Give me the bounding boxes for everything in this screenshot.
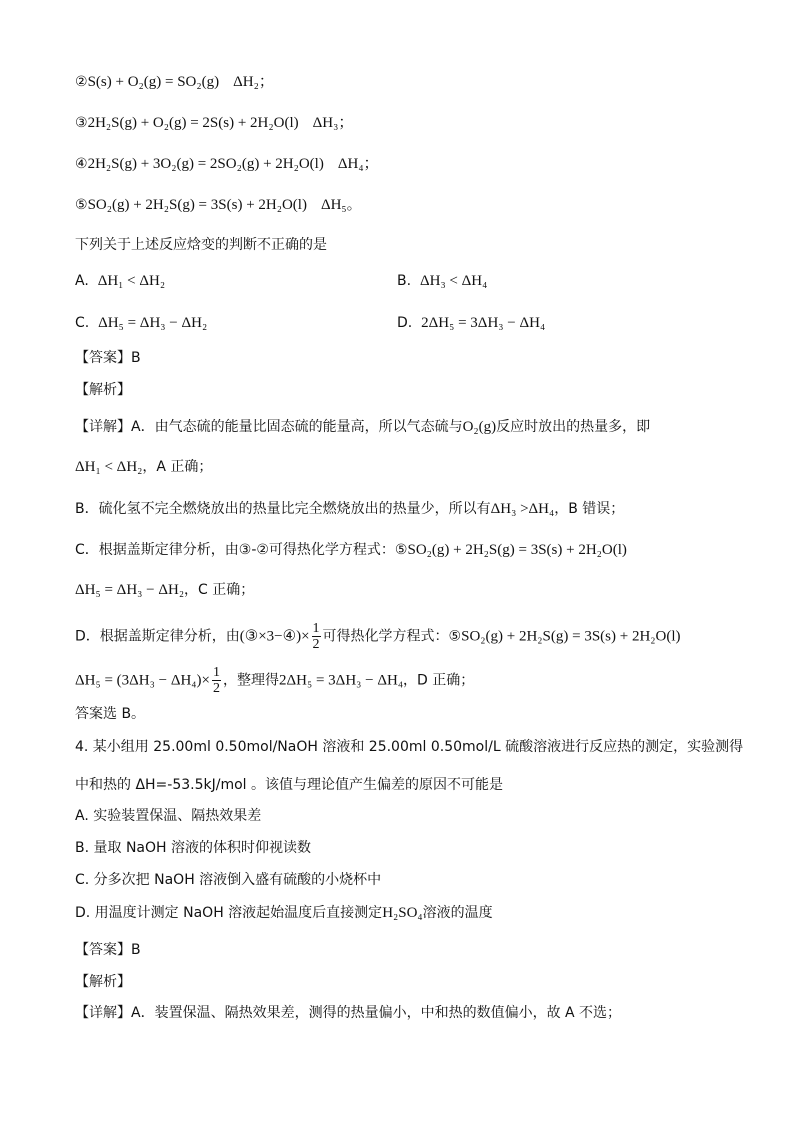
q3-detail-c-math: ΔH₅ = ΔH₃ − ΔH₂: [75, 582, 185, 598]
q4-option-d-tail: 溶液的温度: [422, 905, 493, 921]
q4-option-b: B. 量取 NaOH 溶液的体积时仰视读数: [75, 840, 312, 856]
q3-detail-d-math: ΔH₅ = (3ΔH₃ − ΔH₄)×: [75, 672, 210, 689]
q3-detail-c-equation: SO₂(g) + 2H₂S(g) = 3S(s) + 2H₂O(l): [407, 542, 627, 558]
reaction-4: [75, 154, 379, 174]
q4-analysis-heading: 【解析】: [75, 974, 131, 990]
fraction-numerator-2: 1: [213, 665, 220, 680]
q4-option-d: [75, 903, 493, 923]
q3-detail-d-line2: [75, 665, 474, 696]
q3-option-b-label: B.: [397, 273, 412, 289]
q3-option-a: [75, 271, 165, 291]
q3-detail-c-line1: [75, 540, 627, 560]
reaction-4-enthalpy: ΔH₄；: [337, 156, 379, 172]
reaction-3-mark: ③: [75, 115, 88, 131]
reaction-3: [75, 113, 353, 133]
reaction-4-equation: 2H₂S(g) + 3O₂(g) = 2SO₂(g) + 2H₂O(l): [87, 156, 324, 172]
q3-final-answer: 答案选 B。: [75, 706, 146, 722]
q3-option-a-label: A.: [75, 273, 89, 289]
reaction-5-mark: ⑤: [75, 197, 88, 213]
q3-detail-d-after: ，整理得: [223, 672, 279, 689]
q3-detail-a-line2: [75, 457, 212, 477]
q3-option-d: [397, 313, 545, 333]
fraction-half-2: [212, 665, 221, 696]
q3-answer: 【答案】B: [75, 350, 141, 366]
q3-option-c-text: ΔH₅ = ΔH₃ − ΔH₂: [98, 315, 208, 331]
q3-option-d-text: 2ΔH₅ = 3ΔH₃ − ΔH₄: [421, 315, 546, 331]
q3-stem: 下列关于上述反应焓变的判断不正确的是: [75, 237, 327, 253]
q4-option-c: C. 分多次把 NaOH 溶液倒入盛有硫酸的小烧杯中: [75, 872, 382, 888]
q3-detail-b-conclusion: ，B 错误；: [554, 501, 625, 517]
q3-option-c-label: C.: [75, 315, 90, 331]
q3-option-b: [397, 271, 487, 291]
q3-detail-a-text: 【详解】A．由气态硫的能量比固态硫的能量高，所以气态硫与: [75, 419, 463, 435]
reaction-2-mark: ②: [75, 74, 88, 90]
q3-detail-d-line1: [75, 621, 681, 652]
q3-detail-d-mid: 可得热化学方程式：⑤: [322, 628, 462, 645]
q3-detail-b-text: B．硫化氢不完全燃烧放出的热量比完全燃烧放出的热量少，所以有: [75, 501, 491, 517]
reaction-5-enthalpy: ΔH₅。: [320, 197, 362, 213]
q4-answer: 【答案】B: [75, 942, 141, 958]
q4-option-d-text: D. 用温度计测定 NaOH 溶液起始温度后直接测定: [75, 905, 383, 921]
q3-detail-d-text: D．根据盖斯定律分析，由: [75, 628, 240, 645]
fraction-numerator: 1: [312, 621, 320, 636]
q3-detail-d-math2: 2ΔH₅ = 3ΔH₃ − ΔH₄: [279, 672, 404, 689]
reaction-5: [75, 195, 362, 215]
q3-detail-d-expression: (③×3−④)×: [239, 628, 310, 645]
reaction-4-mark: ④: [75, 156, 88, 172]
q3-detail-a-conclusion: ，A 正确；: [142, 459, 213, 475]
q3-detail-a-chem: O₂(g): [462, 419, 497, 435]
q4-detail-a: 【详解】A．装置保温、隔热效果差，测得的热量偏小，中和热的数值偏小，故 A 不选；: [75, 1005, 622, 1021]
q3-option-c: [75, 313, 207, 333]
reaction-3-enthalpy: ΔH₃；: [312, 115, 354, 131]
q3-detail-b-math: ΔH₃ >ΔH₄: [490, 501, 555, 517]
fraction-half: [312, 621, 321, 652]
q3-detail-d-conclusion: ，D 正确；: [403, 672, 475, 689]
reaction-2-enthalpy: ΔH₂；: [233, 74, 274, 90]
q3-detail-c-text: C．根据盖斯定律分析，由③-②可得热化学方程式：⑤: [75, 542, 408, 558]
reaction-3-equation: 2H₂S(g) + O₂(g) = 2S(s) + 2H₂O(l): [87, 115, 299, 131]
q3-detail-a-tail: 反应时放出的热量多，即: [496, 419, 651, 435]
q4-stem-line1: 4. 某小组用 25.00ml 0.50mol/NaOH 溶液和 25.00ml 0.50mol/L 硫酸溶液进行反应热的测定，实验测得: [75, 739, 744, 755]
q3-detail-c-line2: [75, 580, 254, 600]
q3-detail-b: [75, 499, 624, 519]
fraction-denominator: 2: [312, 637, 320, 652]
q4-stem-line2: 中和热的 ΔH=-53.5kJ/mol 。该值与理论值产生偏差的原因不可能是: [75, 777, 504, 793]
q3-option-d-label: D.: [397, 315, 413, 331]
q4-option-d-chem: H₂SO₄: [382, 905, 423, 921]
q3-option-b-text: ΔH₃ < ΔH₄: [419, 273, 488, 289]
q3-detail-a-line1: [75, 417, 650, 437]
q3-option-a-text: ΔH₁ < ΔH₂: [97, 273, 166, 289]
q3-analysis-heading: 【解析】: [75, 382, 131, 398]
reaction-2-equation: S(s) + O₂(g) = SO₂(g): [87, 74, 220, 90]
fraction-denominator-2: 2: [213, 681, 220, 696]
q3-detail-d-equation: SO₂(g) + 2H₂S(g) = 3S(s) + 2H₂O(l): [461, 628, 681, 645]
reaction-5-equation: SO₂(g) + 2H₂S(g) = 3S(s) + 2H₂O(l): [87, 197, 307, 213]
q4-option-a: A. 实验装置保温、隔热效果差: [75, 808, 262, 824]
q3-detail-c-conclusion: ，C 正确；: [184, 582, 255, 598]
q3-detail-a-math: ΔH₁ < ΔH₂: [75, 459, 143, 475]
reaction-2: [75, 72, 274, 92]
